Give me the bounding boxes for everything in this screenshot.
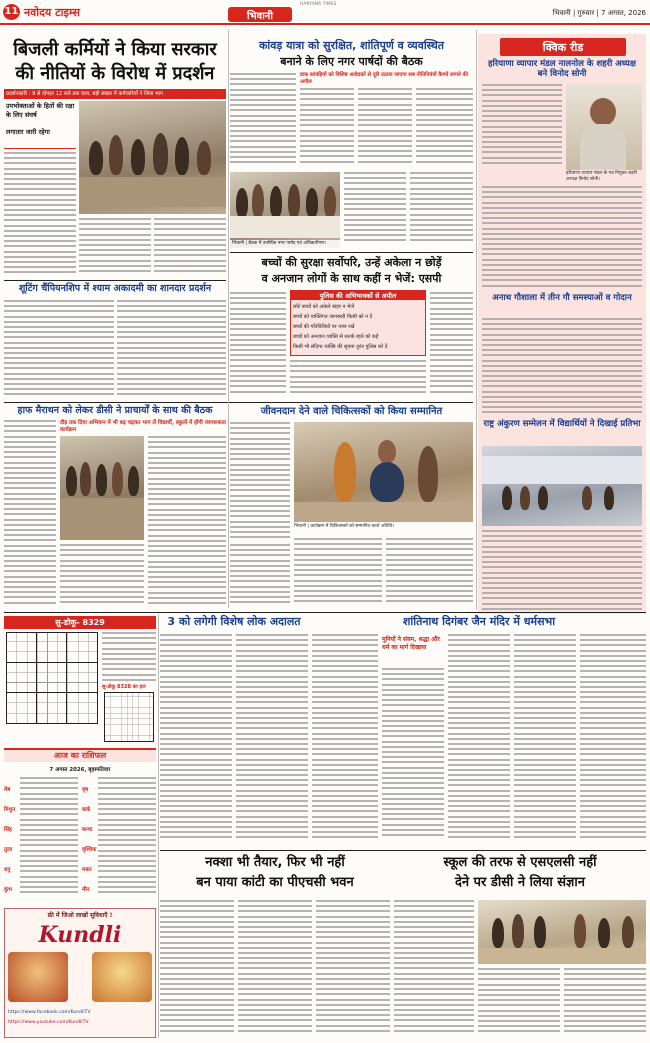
- story2-body-col5: [344, 172, 406, 248]
- story1-headline-line2: की नीतियों के विरोध में प्रदर्शन: [15, 63, 215, 84]
- story8-body-col5: [580, 634, 646, 846]
- story10-headline-line1: स्कूल की तरफ से एसएलसी नहीं: [443, 855, 597, 870]
- quick-read-body-4: [482, 530, 642, 612]
- story1-photo: [79, 101, 226, 214]
- story5-body-col2: [148, 436, 226, 608]
- story10-body-col1: [394, 900, 474, 1038]
- facebook-link[interactable]: https://www.facebook.com/KundliTV: [8, 1010, 91, 1015]
- appeal-item: किसी भी संदिग्ध व्यक्ति की सूचना तुरंत पुलिस को दें: [293, 344, 388, 350]
- sudoku-answer-label: सु-डोकू 8328 का हल: [102, 684, 146, 690]
- sudoku-title: सु-डोकू- 8329: [55, 618, 105, 627]
- story2-photo-caption: भिवानी | बैठक में उपस्थित नगर पार्षद एवं अधिकारीगण।: [230, 240, 340, 248]
- rashifal-date: 7 अगस्त 2026, बृहस्पतिवार: [49, 767, 111, 773]
- appeal-item: बच्चों को व्यक्तिगत जानकारी किसी को न दें: [293, 314, 373, 320]
- rashi-label: तुला: [4, 847, 13, 853]
- story7-headline: 3 को लगेगी विशेष लोक अदालत: [167, 615, 301, 628]
- story1-bullet-2: लगातार जारी रहेगा: [6, 128, 50, 136]
- story2-body-col4: [416, 88, 473, 169]
- rashifal-list: [4, 776, 156, 904]
- quick-read-headline: हरियाणा व्यापार मंडल नालनोल के शहरी अध्यक्ष बने विनोद सोनी: [488, 59, 636, 79]
- story4-headline-line1-text: बच्चों की सुरक्षा सर्वोपरि, उन्हें अकेला न छोड़ें: [261, 256, 442, 269]
- rashi-label: धनु: [4, 867, 11, 873]
- story2-photo: [230, 172, 340, 248]
- story4-headline-line2: व अनजान लोगों के साथ कहीं न भेजें: एसपी: [261, 272, 442, 285]
- story9-body-col3: [316, 900, 390, 1038]
- kundli-logo: Kundli: [38, 922, 122, 948]
- rashi-label: वृश्चिक: [82, 847, 97, 853]
- appeal-item: बच्चों की गतिविधियों पर नजर रखें: [293, 324, 355, 330]
- dateline: भिवानी | गुरुवार | 7 अगस्त, 2026: [552, 9, 646, 17]
- story2-red-strip: डाक कांवड़ियों को विशिष्ट आवेदकों से दूरी उठाया जाएगा सब नीतिनियंत्रों कैम्पों लगाने की अपील: [300, 72, 468, 85]
- story9-body-col1: [160, 900, 234, 1038]
- rashi-label: कर्क: [82, 807, 91, 813]
- story9-headline-line2: बन पाया कांटी का पीएचसी भवन: [196, 875, 354, 890]
- sudoku-instructions: [102, 632, 156, 682]
- story9-headline-line1: नक्शा भी तैयार, फिर भी नहीं: [205, 855, 345, 870]
- story2-body-col1: [230, 73, 296, 169]
- rashi-label: वृष: [82, 787, 89, 793]
- story5-photo: [60, 436, 144, 540]
- kundli-ad-image: [8, 952, 68, 1002]
- story8-body-col1: [312, 634, 378, 846]
- story8-bullet: मुनियों ने संयम, श्रद्धा और धर्म का मार्ग दिखाया: [382, 636, 440, 651]
- story4-body-col3: [290, 360, 426, 394]
- story8-body-col3: [448, 634, 510, 846]
- story1-bullet-1: उपभोक्ताओं के हितों की रक्षा के लिए संघर्ष: [6, 102, 75, 119]
- quick-read-title: क्विक रीड: [542, 41, 584, 54]
- story1-headline-line1: बिजली कर्मियों ने किया सरकार: [13, 39, 217, 60]
- rashi-label: मिथुन: [4, 807, 16, 813]
- story1-body-col3: [154, 218, 226, 276]
- story5-bullet: दौड़ तक दिया अभियान में भी बढ़ चढ़कर भाग लें विद्यार्थी, स्कूलों में होंगी जागरूकता कार्यक्रम: [60, 420, 226, 434]
- youtube-link[interactable]: https://www.youtube.com/KundliTV: [8, 1020, 89, 1025]
- story6-headline: जीवनदान देने वाले चिकित्सकों को किया सम्मानित: [260, 406, 443, 417]
- story8-headline: शांतिनाथ दिगंबर जैन मंदिर में धर्मसभा: [402, 615, 556, 628]
- kundli-ad-tagline: फ्री में जिओ लाखों सुविधाएँ !: [47, 912, 113, 919]
- rashi-label: सिंह: [4, 827, 12, 833]
- story4-body-col1: [230, 292, 286, 394]
- kundli-ad-image-2: [92, 952, 152, 1002]
- story7-body-col1: [160, 634, 232, 846]
- quick-read-photo-caption: हरियाणा व्यापार मंडल के नव नियुक्त शहरी अध्यक्ष विनोद सोनी।: [566, 171, 637, 182]
- story1-body-col2: [79, 218, 151, 276]
- story2-body-col3: [358, 88, 412, 169]
- sudoku-answer-grid: [104, 692, 154, 742]
- appeal-item: बच्चों को अनजान व्यक्ति से सतर्क रहने को कहें: [293, 334, 379, 340]
- story3-body-col2: [117, 300, 226, 398]
- quick-read-body-3: [482, 318, 642, 418]
- rashi-label: मीन: [82, 887, 90, 893]
- story10-photo: [478, 900, 646, 964]
- rashi-label: मेष: [4, 787, 11, 793]
- edition-small: HARYANA TIMES: [300, 2, 337, 7]
- quick-read-item2-headline: अनाथ गौशाला में तीन गौ समस्याओं व गोदान: [492, 293, 632, 303]
- story8-body-col2: [382, 668, 444, 846]
- story6-body-col2: [230, 544, 290, 608]
- section-name: भिवानी: [247, 11, 273, 22]
- page-number: 11: [3, 4, 20, 20]
- story5-body-col1: [4, 420, 56, 608]
- story6-body-col3: [294, 538, 382, 608]
- quick-read-body-1: [482, 84, 562, 170]
- rashi-label: कन्या: [82, 827, 93, 833]
- story10-body-col2: [478, 968, 560, 1038]
- story6-body-col4: [386, 538, 473, 608]
- story10-body-col3: [564, 968, 646, 1038]
- story3-headline: शूटिंग चैंपियनशिप में श्याम अकादमी का शानदार प्रदर्शन: [18, 283, 212, 294]
- story1-body-col1: [4, 152, 76, 276]
- story4-appeal-title: पुलिस की अभिभावकों से अपील: [319, 292, 397, 300]
- story2-body-col6: [410, 172, 473, 248]
- story6-photo-caption: भिवानी | कार्यक्रम में चिकित्सकों को सम्मानित करते अतिथि।: [294, 524, 395, 529]
- brand-left: नवोदय टाइम्स: [24, 6, 80, 19]
- story2-headline-line2: बनाने के लिए नगर पार्षदों की बैठक: [280, 55, 423, 68]
- appeal-item: छोटे बच्चों को अकेले बाहर न भेजें: [293, 304, 355, 310]
- masthead: [0, 0, 650, 24]
- story5-headline: हाफ मैराथन को लेकर डीसी ने प्राचार्यों के साथ की बैठक: [17, 405, 213, 416]
- story6-body-col1: [230, 422, 290, 540]
- quick-read-item3-headline: राष्ट्र अंकुरण सम्मेलन में विद्यार्थियों ने दिखाई प्रतिभा: [483, 419, 641, 429]
- rashifal-title: आज का राशिफल: [53, 751, 107, 760]
- quick-read-event-photo: [482, 446, 642, 526]
- story4-body-col2: [430, 292, 473, 394]
- story3-body-col1: [4, 300, 114, 398]
- story5-body-col3: [60, 544, 144, 608]
- rashi-label: कुंभ: [4, 887, 12, 893]
- story6-photo: [294, 422, 473, 522]
- rashi-label: मकर: [82, 867, 92, 873]
- story10-headline-line2: देने पर डीसी ने लिया संज्ञान: [455, 875, 585, 890]
- story4-appeal-list: [293, 302, 424, 352]
- quick-read-body-2: [482, 186, 642, 290]
- story7-body-col2: [236, 634, 308, 846]
- story8-body-col4: [514, 634, 576, 846]
- story9-body-col2: [238, 900, 312, 1038]
- story2-body-col2: [300, 88, 354, 169]
- quick-read-photo: [566, 84, 642, 170]
- story1-red-strip-text: प्रदर्शनकारी : 9 से दोपहर 12 बजे तक चला, बड़ी संख्या में कर्मचारियों ने लिया भाग: [6, 91, 163, 97]
- story2-headline-line1: कांवड़ यात्रा को सुरक्षित, शांतिपूर्ण व व्यवस्थित: [258, 39, 445, 52]
